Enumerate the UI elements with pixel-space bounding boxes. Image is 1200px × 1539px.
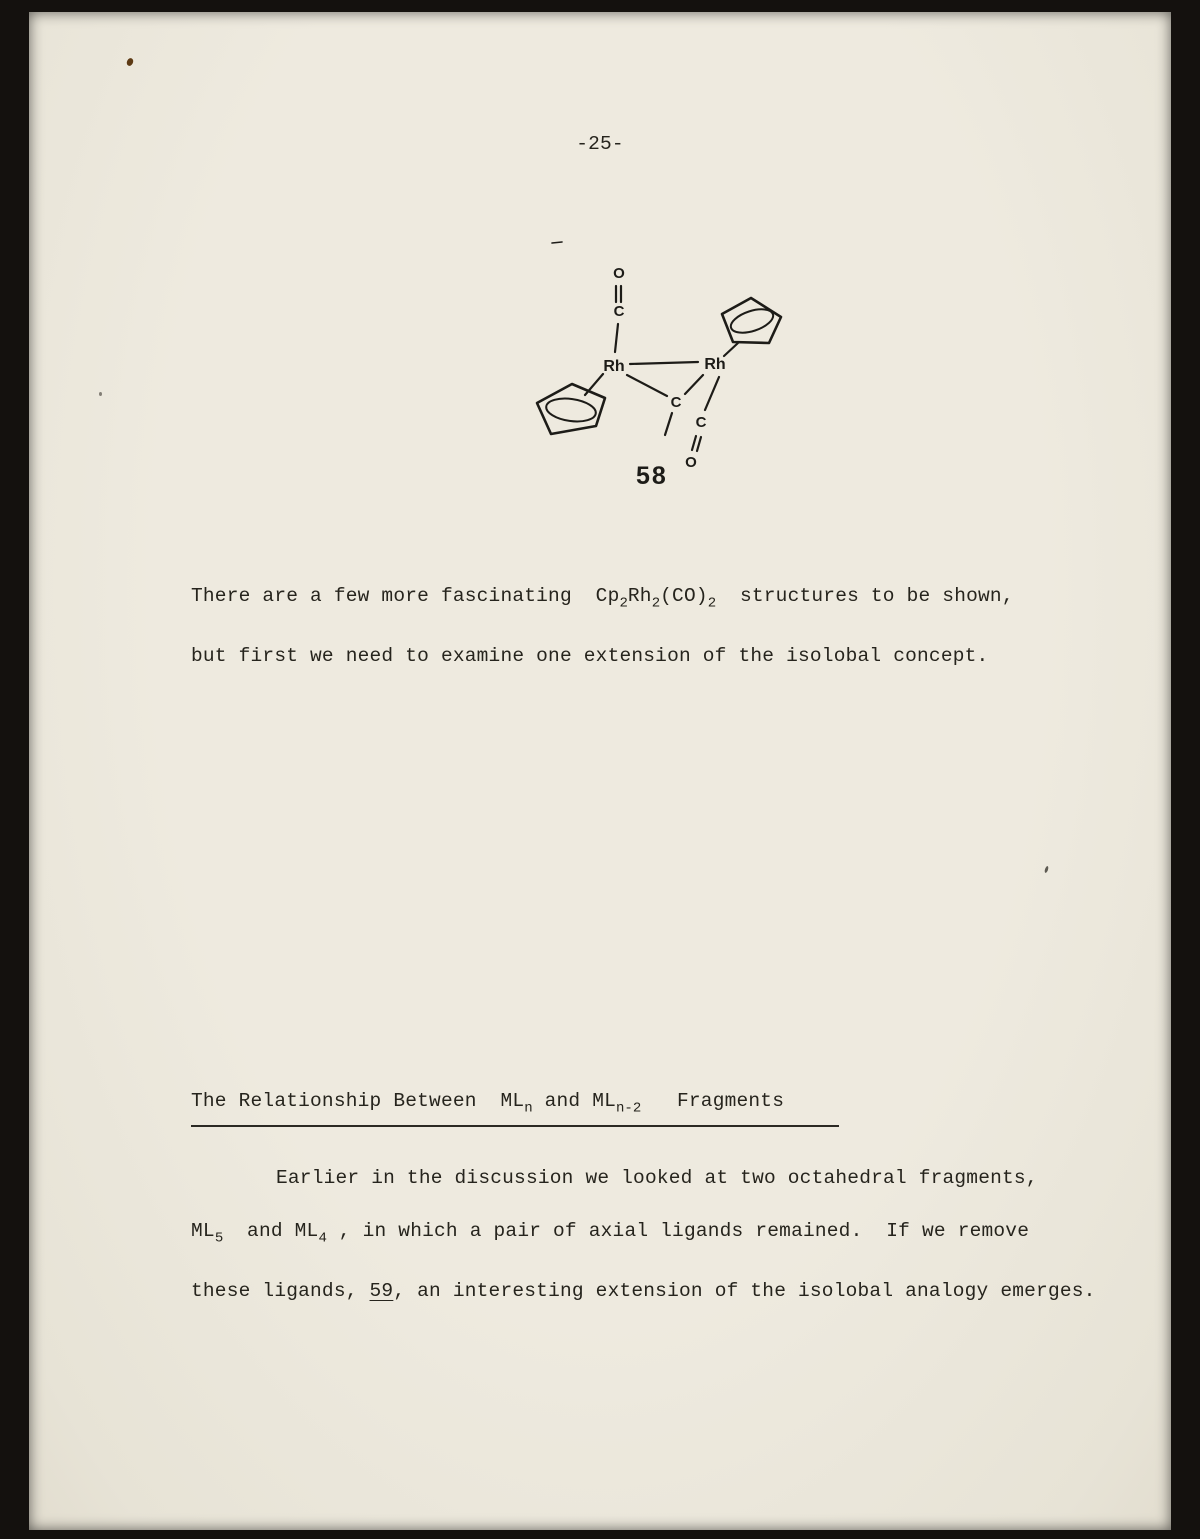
subscript: 4 xyxy=(318,1230,327,1247)
oxygen-top-label: O xyxy=(613,265,625,282)
bridge-substituent-bond xyxy=(665,413,672,435)
figure-label: 58 xyxy=(636,462,668,490)
text-segment: ML xyxy=(294,1220,319,1242)
text-segment: and xyxy=(223,1220,295,1242)
ink-speck xyxy=(99,392,102,396)
text-segment: and xyxy=(532,1090,593,1112)
rh-c-bond xyxy=(615,324,618,352)
text-segment: ML xyxy=(500,1090,525,1112)
text-segment: (CO) xyxy=(660,585,708,607)
cp-ring-right-circle xyxy=(728,305,776,338)
ink-speck xyxy=(126,57,135,67)
text-segment: There are a few more fascinating xyxy=(191,585,596,607)
oxygen-bottom-label: O xyxy=(685,454,697,471)
subscript: 2 xyxy=(651,595,661,612)
text-line: but first we need to examine one extension of the isolobal concept. xyxy=(191,645,989,668)
page-number: -25- xyxy=(576,133,624,155)
tick-mark xyxy=(552,242,562,243)
rh-rh-bond xyxy=(630,362,698,364)
co-double-bond xyxy=(697,437,701,451)
text-segment: The Relationship Between xyxy=(191,1090,501,1112)
subscript: n-2 xyxy=(616,1100,642,1117)
carbon-bottom-label: C xyxy=(695,414,707,431)
text-segment: ML xyxy=(592,1090,617,1112)
subscript: 2 xyxy=(619,595,628,612)
section-heading xyxy=(191,1090,839,1127)
text-segment: ML xyxy=(191,1220,215,1242)
text-line xyxy=(191,1205,1096,1265)
text-segment: Fragments xyxy=(641,1090,785,1112)
paragraph-2 xyxy=(191,1152,1096,1318)
text-line xyxy=(191,1265,1096,1318)
paragraph-1 xyxy=(191,570,1014,683)
text-segment: these ligands, xyxy=(191,1280,370,1303)
rh-bridge-bond xyxy=(627,375,667,396)
text-segment: Cp xyxy=(595,585,620,607)
text-line xyxy=(191,570,1014,630)
text-segment: , in which a pair of axial ligands remained. If we remove xyxy=(326,1220,1030,1242)
compound-59-reference: 59 xyxy=(369,1280,394,1303)
carbon-bridge-label: C xyxy=(670,394,682,411)
text-line: Earlier in the discussion we looked at two octahedral fragments, xyxy=(276,1167,1038,1189)
subscript: 2 xyxy=(707,595,717,612)
figure-58 xyxy=(519,240,819,495)
text-segment: Rh xyxy=(627,585,652,607)
text-segment: structures to be shown, xyxy=(716,585,1014,607)
subscript: n xyxy=(524,1100,533,1117)
subscript: 5 xyxy=(214,1230,224,1247)
text-segment: , an interesting extension of the isolobal analogy emerges. xyxy=(393,1280,1096,1303)
cp-ring-left-circle xyxy=(545,396,598,425)
chemical-formula xyxy=(595,585,717,612)
rhodium-left-label: Rh xyxy=(603,358,625,375)
carbon-top-label: C xyxy=(613,303,625,320)
co-double-bond xyxy=(692,436,696,450)
rhodium-right-label: Rh xyxy=(704,356,726,373)
rh-c-bond xyxy=(705,377,719,410)
paper-page xyxy=(29,12,1171,1530)
rh-bridge-bond xyxy=(685,375,703,394)
rh-cp-bond xyxy=(724,343,738,356)
ink-speck xyxy=(1044,866,1049,874)
chemical-structure-drawing xyxy=(519,240,819,495)
